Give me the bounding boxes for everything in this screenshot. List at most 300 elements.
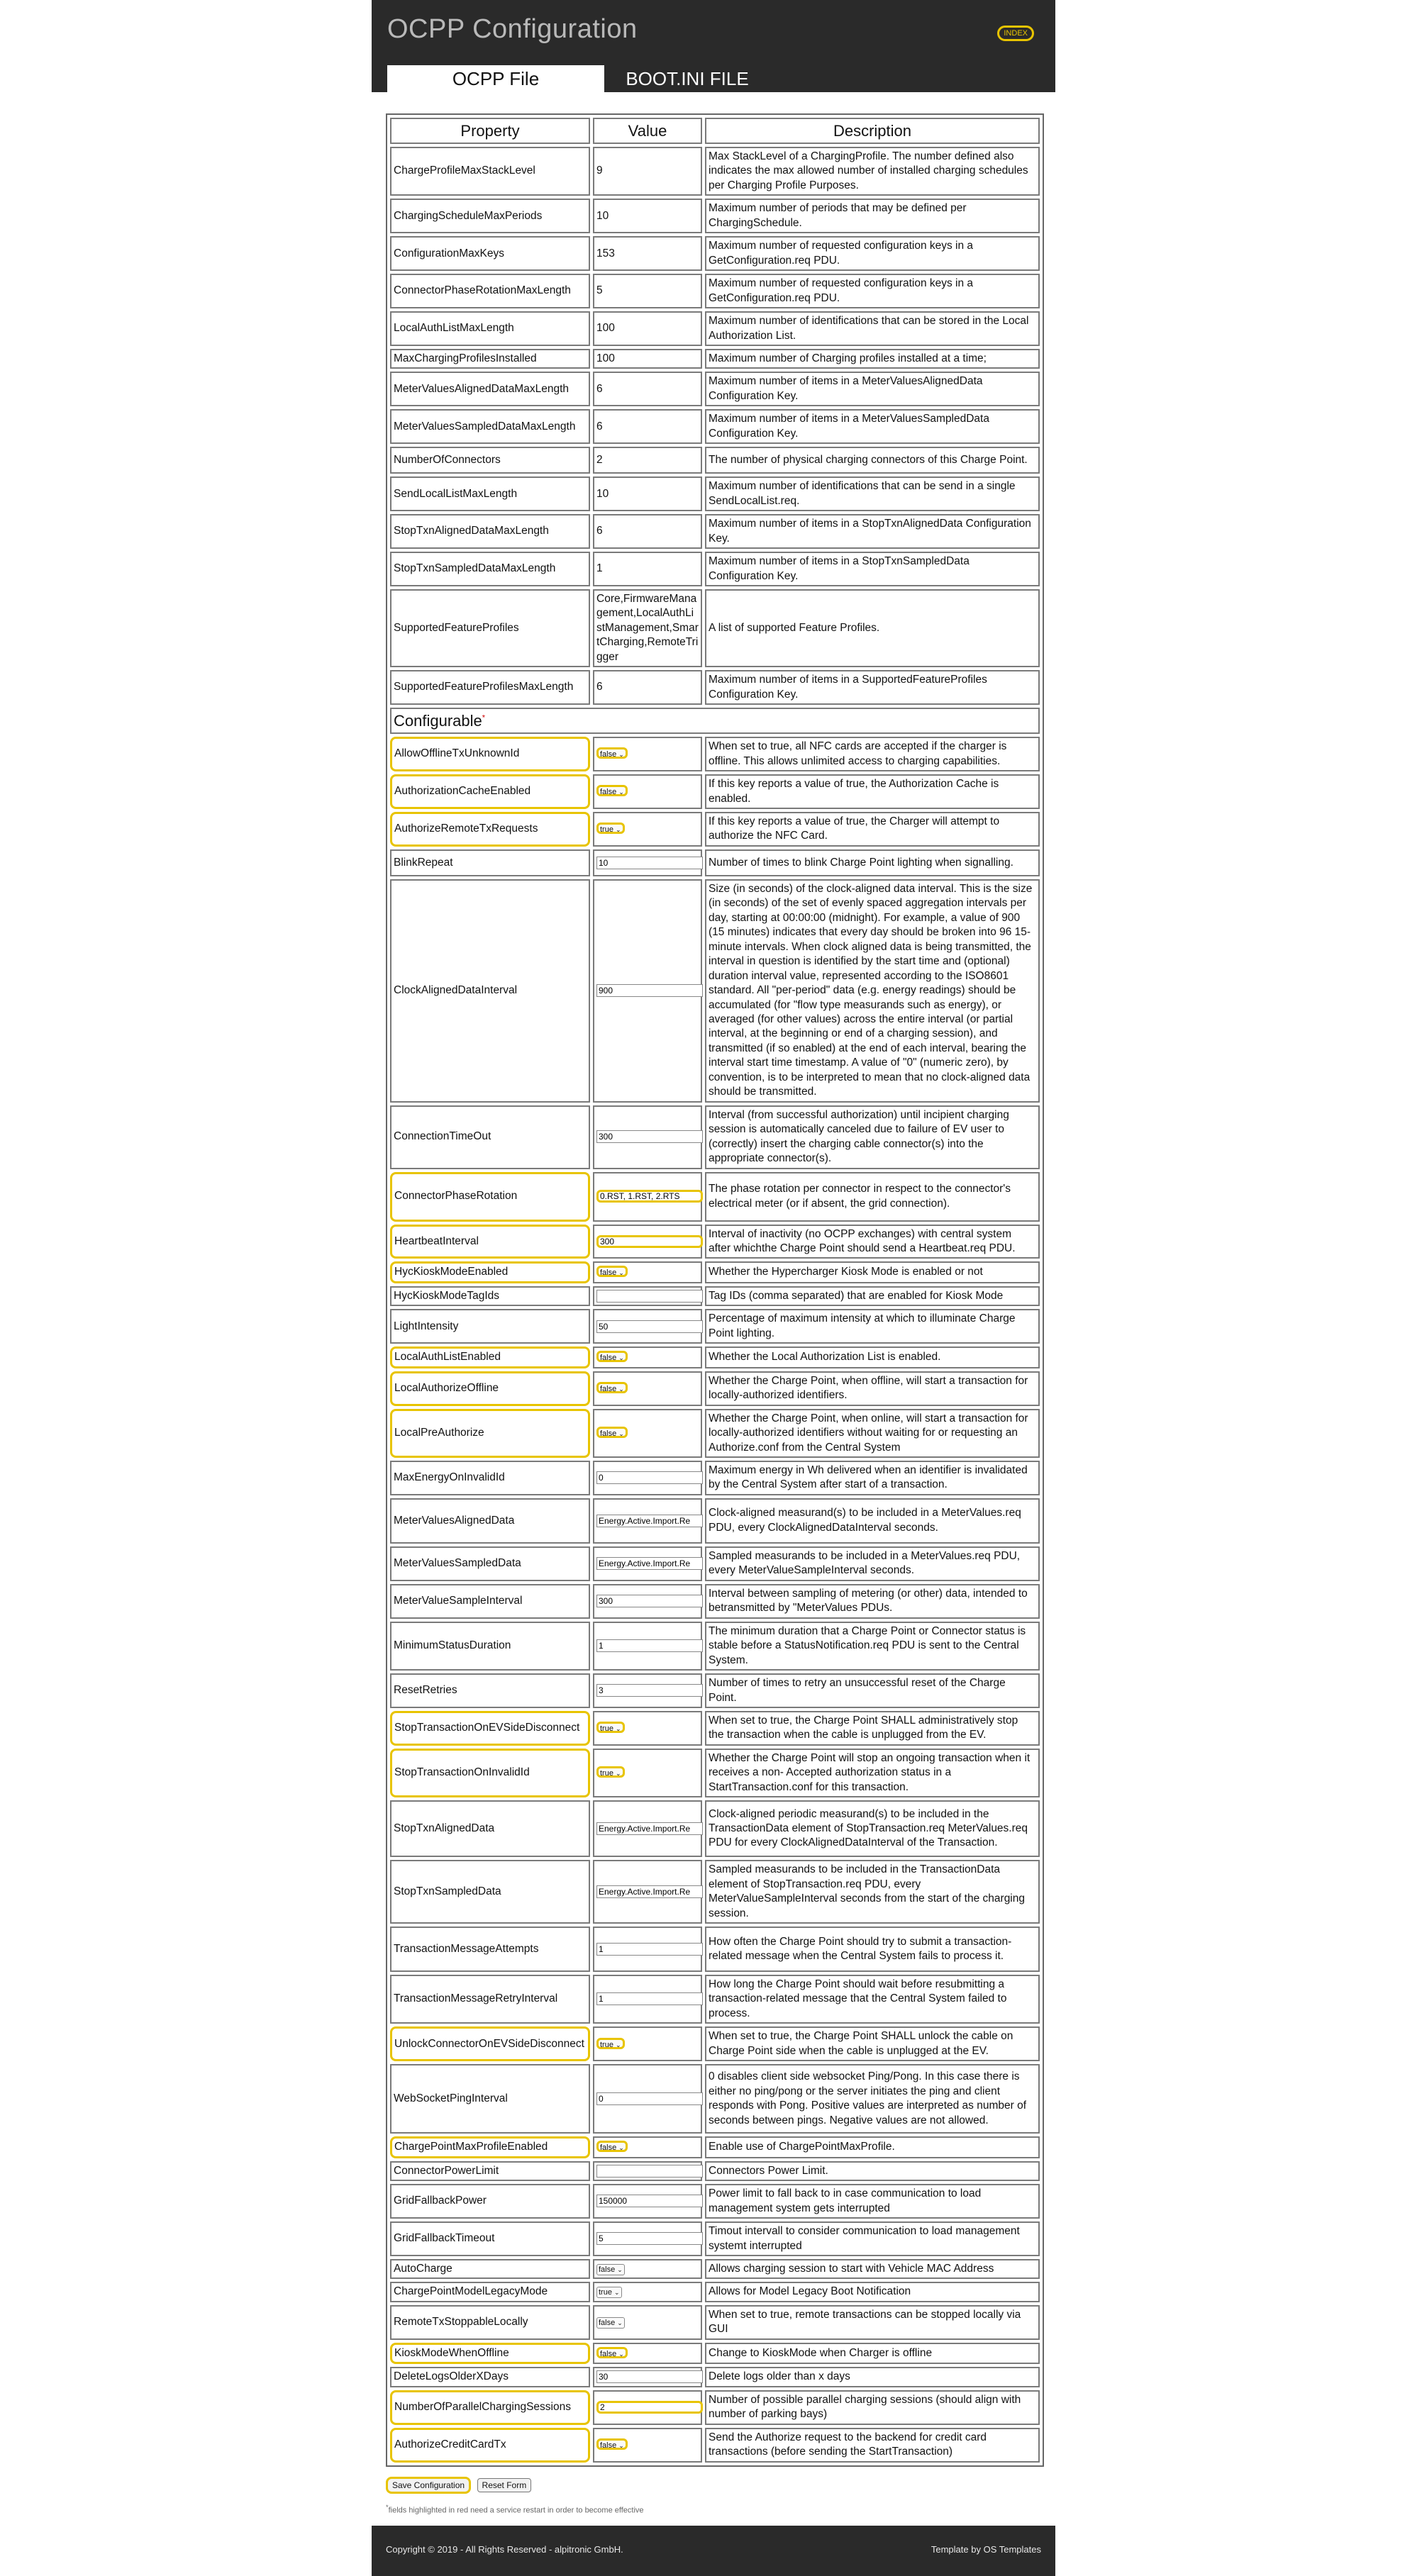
property-value-cell bbox=[593, 1371, 702, 1406]
property-value-cell bbox=[593, 2343, 702, 2364]
value-input[interactable] bbox=[596, 1515, 703, 1527]
table-row bbox=[390, 1105, 1040, 1169]
property-name: GridFallbackTimeout bbox=[390, 2221, 590, 2256]
copyright-text: Copyright © 2019 - All Rights Reserved - alpitronic GmbH. bbox=[386, 2544, 623, 2555]
chevron-down-icon: ⌄ bbox=[618, 1269, 624, 1277]
property-description: Enable use of ChargePointMaxProfile. bbox=[705, 2136, 1040, 2158]
table-row bbox=[390, 476, 1040, 511]
value-input[interactable] bbox=[596, 2232, 703, 2245]
configurable-section-heading bbox=[390, 708, 1040, 734]
property-value-cell bbox=[593, 2184, 702, 2219]
chevron-down-icon: ⌄ bbox=[618, 2441, 624, 2449]
value-select[interactable] bbox=[596, 2038, 625, 2049]
chevron-down-icon: ⌄ bbox=[615, 2041, 621, 2048]
table-row bbox=[390, 1584, 1040, 1619]
footnote-mark: * bbox=[386, 2504, 389, 2511]
value-input[interactable] bbox=[596, 1639, 703, 1652]
property-description: Number of times to blink Charge Point lighting when signalling. bbox=[705, 849, 1040, 876]
table-row bbox=[390, 670, 1040, 705]
value-input[interactable] bbox=[596, 1557, 703, 1570]
property-value-cell bbox=[593, 1711, 702, 1746]
chevron-down-icon: ⌄ bbox=[618, 788, 624, 796]
property-name: StopTxnSampledDataMaxLength bbox=[390, 552, 590, 586]
property-description: How long the Charge Point should wait before resubmitting a transaction-related message that the Central System failed to process. bbox=[705, 1975, 1040, 2024]
property-value-cell bbox=[593, 2259, 702, 2279]
value-select[interactable] bbox=[596, 1427, 628, 1438]
property-description: Maximum number of items in a MeterValuesSampledData Configuration Key. bbox=[705, 409, 1040, 444]
property-name: MeterValueSampleInterval bbox=[390, 1584, 590, 1619]
value-input[interactable] bbox=[596, 2370, 703, 2383]
property-value: 2 bbox=[593, 447, 702, 474]
footer bbox=[372, 2526, 1055, 2576]
table-row bbox=[390, 2259, 1040, 2279]
select-value: false bbox=[600, 1384, 617, 1393]
property-description: Allows for Model Legacy Boot Notification bbox=[705, 2282, 1040, 2302]
table-row bbox=[390, 589, 1040, 667]
value-input[interactable] bbox=[596, 1290, 703, 1303]
property-name: SupportedFeatureProfiles bbox=[390, 589, 590, 667]
value-select[interactable] bbox=[596, 823, 625, 834]
value-input[interactable] bbox=[596, 1235, 703, 1248]
property-description: Whether the Charge Point will stop an ongoing transaction when it receives a non- Accepted authorization status in a StartTransaction.conf for this transaction. bbox=[705, 1749, 1040, 1797]
property-name: ChargeProfileMaxStackLevel bbox=[390, 147, 590, 196]
property-description: Number of times to retry an unsuccessful reset of the Charge Point. bbox=[705, 1673, 1040, 1708]
chevron-down-icon: ⌄ bbox=[617, 2266, 623, 2274]
property-value-cell bbox=[593, 2064, 702, 2134]
property-value-cell bbox=[593, 812, 702, 847]
table-row bbox=[390, 147, 1040, 196]
value-select[interactable] bbox=[596, 1266, 628, 1277]
chevron-down-icon: ⌄ bbox=[615, 826, 621, 834]
table-row bbox=[390, 1172, 1040, 1222]
property-value-cell bbox=[593, 2390, 702, 2425]
footnote-text: fields highlighted in red need a service restart in order to become effective bbox=[388, 2506, 644, 2515]
column-header-property: Property bbox=[390, 118, 590, 144]
property-description: Maximum number of items in a StopTxnAlignedData Configuration Key. bbox=[705, 514, 1040, 549]
chevron-down-icon: ⌄ bbox=[618, 2144, 624, 2152]
section-label: Configurable bbox=[394, 712, 482, 730]
property-value-cell bbox=[593, 1498, 702, 1544]
value-input[interactable] bbox=[596, 1822, 703, 1835]
property-description: Whether the Hypercharger Kiosk Mode is enabled or not bbox=[705, 1261, 1040, 1283]
value-input[interactable] bbox=[596, 1130, 703, 1143]
property-name: ChargePointMaxProfileEnabled bbox=[390, 2136, 590, 2158]
property-name: AutoCharge bbox=[390, 2259, 590, 2279]
property-name: KioskModeWhenOffline bbox=[390, 2343, 590, 2364]
property-value-cell bbox=[593, 774, 702, 809]
table-row bbox=[390, 236, 1040, 271]
table-row bbox=[390, 2221, 1040, 2256]
value-select[interactable] bbox=[596, 2438, 628, 2450]
property-name: ConnectionTimeOut bbox=[390, 1105, 590, 1169]
value-select[interactable] bbox=[596, 2317, 625, 2329]
property-description: Interval of inactivity (no OCPP exchanges) with central system after whichthe Charge Point should send a Heartbeat.req PDU. bbox=[705, 1225, 1040, 1259]
value-input[interactable] bbox=[596, 1471, 703, 1484]
value-select[interactable] bbox=[596, 1766, 625, 1778]
value-input[interactable] bbox=[596, 857, 703, 869]
property-name: StopTransactionOnEVSideDisconnect bbox=[390, 1711, 590, 1746]
tab-boot-ini-file[interactable]: BOOT.INI FILE bbox=[626, 67, 749, 89]
property-name: LocalAuthListEnabled bbox=[390, 1346, 590, 1368]
property-value-cell bbox=[593, 1225, 702, 1259]
property-name: LightIntensity bbox=[390, 1309, 590, 1344]
property-name: HycKioskModeTagIds bbox=[390, 1286, 590, 1306]
tab-ocpp-file[interactable]: OCPP File bbox=[387, 65, 604, 92]
property-value-cell bbox=[593, 2221, 702, 2256]
section-mark: * bbox=[482, 713, 486, 723]
property-name: AllowOfflineTxUnknownId bbox=[390, 737, 590, 771]
property-description: Interval between sampling of metering (or other) data, intended to betransmitted by "MeterValues PDUs. bbox=[705, 1584, 1040, 1619]
property-value: 6 bbox=[593, 670, 702, 705]
property-description: Sampled measurands to be included in the TransactionData element of StopTransaction.req PDU, every MeterValueSampleInterval seconds from the start of the charging session. bbox=[705, 1860, 1040, 1924]
property-value: 10 bbox=[593, 476, 702, 511]
property-value-cell bbox=[593, 1673, 702, 1708]
property-name: MaxChargingProfilesInstalled bbox=[390, 349, 590, 369]
property-description: If this key reports a value of true, the Authorization Cache is enabled. bbox=[705, 774, 1040, 809]
table-row bbox=[390, 812, 1040, 847]
property-value-cell bbox=[593, 1546, 702, 1581]
property-description: The number of physical charging connectors of this Charge Point. bbox=[705, 447, 1040, 474]
chevron-down-icon: ⌄ bbox=[613, 2289, 620, 2297]
chevron-down-icon: ⌄ bbox=[615, 1770, 621, 1778]
property-name: StopTxnAlignedDataMaxLength bbox=[390, 514, 590, 549]
property-name: MinimumStatusDuration bbox=[390, 1622, 590, 1671]
property-description: Allows charging session to start with Vehicle MAC Address bbox=[705, 2259, 1040, 2279]
table-row bbox=[390, 1409, 1040, 1458]
property-value-cell bbox=[593, 1860, 702, 1924]
chevron-down-icon: ⌄ bbox=[618, 1354, 624, 1362]
select-value: false bbox=[599, 2319, 616, 2328]
property-name: ConnectorPhaseRotation bbox=[390, 1172, 590, 1222]
property-name: UnlockConnectorOnEVSideDisconnect bbox=[390, 2026, 590, 2061]
table-row bbox=[390, 1346, 1040, 1368]
property-name: SendLocalListMaxLength bbox=[390, 476, 590, 511]
property-value-cell bbox=[593, 2026, 702, 2061]
save-configuration-button[interactable]: Save Configuration bbox=[386, 2477, 471, 2494]
table-row bbox=[390, 1927, 1040, 1972]
property-value-cell bbox=[593, 2136, 702, 2158]
table-row bbox=[390, 774, 1040, 809]
property-value: 6 bbox=[593, 409, 702, 444]
table-row bbox=[390, 1546, 1040, 1581]
table-row bbox=[390, 1261, 1040, 1283]
property-value-cell bbox=[593, 1584, 702, 1619]
template-credit[interactable]: Template by OS Templates bbox=[931, 2544, 1041, 2555]
chevron-down-icon: ⌄ bbox=[618, 1385, 624, 1393]
property-name: MeterValuesSampledData bbox=[390, 1546, 590, 1581]
table-row bbox=[390, 2161, 1040, 2181]
property-value: 9 bbox=[593, 147, 702, 196]
reset-form-button[interactable]: Reset Form bbox=[477, 2478, 532, 2492]
property-name: MaxEnergyOnInvalidId bbox=[390, 1461, 590, 1495]
value-input[interactable] bbox=[596, 2195, 703, 2207]
property-description: Whether the Local Authorization List is enabled. bbox=[705, 1346, 1040, 1368]
property-value: 5 bbox=[593, 274, 702, 308]
select-value: false bbox=[599, 2265, 616, 2275]
property-name: StopTxnSampledData bbox=[390, 1860, 590, 1924]
select-value: true bbox=[600, 1769, 613, 1778]
select-value: false bbox=[600, 2143, 617, 2153]
table-row bbox=[390, 447, 1040, 474]
table-header-row bbox=[390, 118, 1040, 144]
select-value: true bbox=[600, 825, 613, 835]
value-select[interactable] bbox=[596, 2347, 628, 2358]
table-row bbox=[390, 514, 1040, 549]
value-select[interactable] bbox=[596, 2141, 628, 2152]
table-row bbox=[390, 552, 1040, 586]
value-select[interactable] bbox=[596, 2264, 625, 2275]
property-name: ResetRetries bbox=[390, 1673, 590, 1708]
property-name: MeterValuesAlignedData bbox=[390, 1498, 590, 1544]
header bbox=[372, 0, 1055, 92]
table-row bbox=[390, 349, 1040, 369]
property-description: Maximum number of Charging profiles installed at a time; bbox=[705, 349, 1040, 369]
table-row bbox=[390, 1673, 1040, 1708]
property-description: The minimum duration that a Charge Point or Connector status is stable before a StatusNotification.req PDU is sent to the Central System. bbox=[705, 1622, 1040, 1671]
property-description: When set to true, all NFC cards are accepted if the charger is offline. This allows unlimited access to charging capabilities. bbox=[705, 737, 1040, 771]
table-row bbox=[390, 2184, 1040, 2219]
select-value: false bbox=[600, 1354, 617, 1363]
restart-footnote bbox=[386, 2504, 644, 2515]
table-row bbox=[390, 2136, 1040, 2158]
property-value: 153 bbox=[593, 236, 702, 271]
configurable-section-row bbox=[390, 708, 1040, 734]
select-value: false bbox=[600, 1429, 617, 1439]
property-value-cell bbox=[593, 1622, 702, 1671]
form-buttons bbox=[386, 2477, 534, 2494]
table-row bbox=[390, 2367, 1040, 2387]
select-value: true bbox=[599, 2288, 612, 2297]
table-row bbox=[390, 1800, 1040, 1857]
property-value-cell bbox=[593, 737, 702, 771]
table-row bbox=[390, 409, 1040, 444]
property-description: Maximum number of items in a StopTxnSampledData Configuration Key. bbox=[705, 552, 1040, 586]
property-name: MeterValuesAlignedDataMaxLength bbox=[390, 372, 590, 406]
value-input[interactable] bbox=[596, 1190, 703, 1203]
chevron-down-icon: ⌄ bbox=[618, 2350, 624, 2358]
property-description: Tag IDs (comma separated) that are enabled for Kiosk Mode bbox=[705, 1286, 1040, 1306]
property-description: Maximum number of identifications that can be send in a single SendLocalList.req. bbox=[705, 476, 1040, 511]
property-value-cell bbox=[593, 1105, 702, 1169]
property-name: AuthorizeRemoteTxRequests bbox=[390, 812, 590, 847]
table-row bbox=[390, 372, 1040, 406]
table-row bbox=[390, 1309, 1040, 1344]
table-row bbox=[390, 199, 1040, 233]
property-value-cell bbox=[593, 1409, 702, 1458]
value-select[interactable] bbox=[596, 1382, 628, 1393]
value-input[interactable] bbox=[596, 1320, 703, 1333]
property-name: HycKioskModeEnabled bbox=[390, 1261, 590, 1283]
property-value-cell bbox=[593, 2305, 702, 2340]
chevron-down-icon: ⌄ bbox=[618, 751, 624, 759]
property-value-cell bbox=[593, 1172, 702, 1222]
chevron-down-icon: ⌄ bbox=[617, 2319, 623, 2327]
value-input[interactable] bbox=[596, 984, 703, 997]
value-select[interactable] bbox=[596, 747, 628, 759]
table-row bbox=[390, 2390, 1040, 2425]
table-row bbox=[390, 2428, 1040, 2463]
property-description: Percentage of maximum intensity at which to illuminate Charge Point lighting. bbox=[705, 1309, 1040, 1344]
table-row bbox=[390, 2305, 1040, 2340]
property-value-cell bbox=[593, 1800, 702, 1857]
value-select[interactable] bbox=[596, 2287, 622, 2298]
property-description: Clock-aligned periodic measurand(s) to be included in the TransactionData element of StopTransaction.req MeterValues.req PDU for every ClockAlignedDataInterval of the Transaction. bbox=[705, 1800, 1040, 1857]
property-name: LocalAuthListMaxLength bbox=[390, 311, 590, 346]
property-value: 100 bbox=[593, 311, 702, 346]
select-value: false bbox=[600, 2441, 617, 2450]
property-name: NumberOfParallelChargingSessions bbox=[390, 2390, 590, 2425]
property-description: When set to true, the Charge Point SHALL administratively stop the transaction when the cable is unplugged from the EV. bbox=[705, 1711, 1040, 1746]
property-value: 1 bbox=[593, 552, 702, 586]
property-value-cell bbox=[593, 2161, 702, 2181]
configuration-table bbox=[386, 113, 1044, 2467]
property-description: A list of supported Feature Profiles. bbox=[705, 589, 1040, 667]
table-row bbox=[390, 737, 1040, 771]
table-row bbox=[390, 311, 1040, 346]
select-value: false bbox=[600, 2349, 617, 2358]
value-input[interactable] bbox=[596, 1943, 703, 1956]
property-name: LocalPreAuthorize bbox=[390, 1409, 590, 1458]
property-description: Delete logs older than x days bbox=[705, 2367, 1040, 2387]
property-description: Maximum number of identifications that can be stored in the Local Authorization List. bbox=[705, 311, 1040, 346]
value-select[interactable] bbox=[596, 1351, 628, 1362]
property-value-cell bbox=[593, 879, 702, 1103]
property-name: ConnectorPowerLimit bbox=[390, 2161, 590, 2181]
property-description: Connectors Power Limit. bbox=[705, 2161, 1040, 2181]
property-name: ConfigurationMaxKeys bbox=[390, 236, 590, 271]
property-description: Clock-aligned measurand(s) to be included in a MeterValues.req PDU, every ClockAlignedDataInterval seconds. bbox=[705, 1498, 1040, 1544]
property-description: Number of possible parallel charging sessions (should align with number of parking bays) bbox=[705, 2390, 1040, 2425]
property-description: Maximum number of items in a SupportedFeatureProfiles Configuration Key. bbox=[705, 670, 1040, 705]
property-name: AuthorizeCreditCardTx bbox=[390, 2428, 590, 2463]
property-description: Maximum number of requested configuration keys in a GetConfiguration.req PDU. bbox=[705, 236, 1040, 271]
property-name: TransactionMessageRetryInterval bbox=[390, 1975, 590, 2024]
property-value: 10 bbox=[593, 199, 702, 233]
property-description: Timout intervall to consider communication to load management systemt interrupted bbox=[705, 2221, 1040, 2256]
select-value: false bbox=[600, 750, 617, 759]
property-name: AuthorizationCacheEnabled bbox=[390, 774, 590, 809]
property-description: Sampled measurands to be included in a MeterValues.req PDU, every MeterValueSampleInterval seconds. bbox=[705, 1546, 1040, 1581]
property-name: NumberOfConnectors bbox=[390, 447, 590, 474]
property-name: SupportedFeatureProfilesMaxLength bbox=[390, 670, 590, 705]
table-row bbox=[390, 1461, 1040, 1495]
value-input[interactable] bbox=[596, 1992, 703, 2005]
table-row bbox=[390, 2064, 1040, 2134]
select-value: false bbox=[600, 788, 617, 797]
property-value-cell bbox=[593, 2367, 702, 2387]
property-value-cell bbox=[593, 1927, 702, 1972]
table-row bbox=[390, 1975, 1040, 2024]
property-name: GridFallbackPower bbox=[390, 2184, 590, 2219]
value-input[interactable] bbox=[596, 1595, 703, 1607]
property-name: DeleteLogsOlderXDays bbox=[390, 2367, 590, 2387]
property-name: ChargePointModelLegacyMode bbox=[390, 2282, 590, 2302]
property-description: Maximum number of requested configuration keys in a GetConfiguration.req PDU. bbox=[705, 274, 1040, 308]
property-name: ClockAlignedDataInterval bbox=[390, 879, 590, 1103]
property-name: TransactionMessageAttempts bbox=[390, 1927, 590, 1972]
property-description: Power limit to fall back to in case communication to load management system gets interrupted bbox=[705, 2184, 1040, 2219]
property-name: ChargingScheduleMaxPeriods bbox=[390, 199, 590, 233]
table-row bbox=[390, 1622, 1040, 1671]
value-input[interactable] bbox=[596, 2092, 703, 2105]
table-row bbox=[390, 2282, 1040, 2302]
app-title: OCPP Configuration bbox=[387, 14, 638, 44]
property-value-cell bbox=[593, 1975, 702, 2024]
property-description: When set to true, the Charge Point SHALL unlock the cable on Charge Point side when the cable is unplugged at the EV. bbox=[705, 2026, 1040, 2061]
table-row bbox=[390, 879, 1040, 1103]
table-row bbox=[390, 849, 1040, 876]
property-name: ConnectorPhaseRotationMaxLength bbox=[390, 274, 590, 308]
property-description: The phase rotation per connector in respect to the connector's electrical meter (or if absent, the grid connection). bbox=[705, 1172, 1040, 1222]
table-row bbox=[390, 1860, 1040, 1924]
property-name: StopTransactionOnInvalidId bbox=[390, 1749, 590, 1797]
property-description: Whether the Charge Point, when online, will start a transaction for locally-authorized identifiers without waiting for or requesting an Authorize.conf from the Central System bbox=[705, 1409, 1040, 1458]
property-description: Max StackLevel of a ChargingProfile. The number defined also indicates the max allowed number of installed charging schedules per Charging Profile Purposes. bbox=[705, 147, 1040, 196]
property-name: MeterValuesSampledDataMaxLength bbox=[390, 409, 590, 444]
value-select[interactable] bbox=[596, 785, 628, 796]
property-description: Maximum energy in Wh delivered when an identifier is invalidated by the Central System after start of a transaction. bbox=[705, 1461, 1040, 1495]
table-row bbox=[390, 1225, 1040, 1259]
value-input[interactable] bbox=[596, 2401, 703, 2414]
property-value-cell bbox=[593, 2428, 702, 2463]
property-value: 100 bbox=[593, 349, 702, 369]
value-input[interactable] bbox=[596, 2165, 703, 2178]
property-name: BlinkRepeat bbox=[390, 849, 590, 876]
index-badge[interactable]: INDEX bbox=[997, 26, 1034, 41]
property-name: RemoteTxStoppableLocally bbox=[390, 2305, 590, 2340]
value-input[interactable] bbox=[596, 1885, 703, 1898]
select-value: true bbox=[600, 2040, 613, 2049]
table-row bbox=[390, 1371, 1040, 1406]
column-header-description: Description bbox=[705, 118, 1040, 144]
property-name: WebSocketPingInterval bbox=[390, 2064, 590, 2134]
property-value-cell bbox=[593, 1309, 702, 1344]
property-description: Maximum number of periods that may be defined per ChargingSchedule. bbox=[705, 199, 1040, 233]
property-description: Change to KioskMode when Charger is offline bbox=[705, 2343, 1040, 2364]
property-value-cell bbox=[593, 1749, 702, 1797]
table-row bbox=[390, 2026, 1040, 2061]
property-description: How often the Charge Point should try to submit a transaction-related message when the Central System fails to process it. bbox=[705, 1927, 1040, 1972]
property-value-cell bbox=[593, 1461, 702, 1495]
property-description: 0 disables client side websocket Ping/Pong. In this case there is either no ping/pong or the server initiates the ping and client responds with Pong. Positive values are interpreted as number of seconds between pings. Negative values are not allowed. bbox=[705, 2064, 1040, 2134]
property-name: HeartbeatInterval bbox=[390, 1225, 590, 1259]
table-row bbox=[390, 1711, 1040, 1746]
property-value-cell bbox=[593, 1286, 702, 1306]
property-value-cell bbox=[593, 1346, 702, 1368]
property-value: 6 bbox=[593, 372, 702, 406]
property-description: Send the Authorize request to the backend for credit card transactions (before sending the StartTransaction) bbox=[705, 2428, 1040, 2463]
column-header-value: Value bbox=[593, 118, 702, 144]
table-row bbox=[390, 2343, 1040, 2364]
property-value-cell bbox=[593, 849, 702, 876]
value-input[interactable] bbox=[596, 1684, 703, 1697]
chevron-down-icon: ⌄ bbox=[618, 1430, 624, 1438]
property-value: Core,FirmwareManagement,LocalAuthListManagement,SmartCharging,RemoteTrigger bbox=[593, 589, 702, 667]
property-description: Maximum number of items in a MeterValuesAlignedData Configuration Key. bbox=[705, 372, 1040, 406]
property-description: Whether the Charge Point, when offline, will start a transaction for locally-authorized identifiers. bbox=[705, 1371, 1040, 1406]
property-description: When set to true, remote transactions can be stopped locally via GUI bbox=[705, 2305, 1040, 2340]
table-row bbox=[390, 274, 1040, 308]
value-select[interactable] bbox=[596, 1722, 625, 1733]
page bbox=[372, 0, 1055, 2576]
property-description: Size (in seconds) of the clock-aligned data interval. This is the size (in seconds) of the set of evenly spaced aggregation intervals per day, starting at 00:00:00 (midnight). For example, a value of 900 (15 minutes) indicates that every day should be broken into 96 15-minute intervals. When clock aligned data is being transmitted, the interval in question is identified by the start time and (optional) duration interval value, represented according to the ISO8601 standard. All "per-period" data (e.g. energy readings) should be accumulated (for "flow type measurands such as energy), or averaged (for other values) across the entire interval (or partial interval, at the beginning or end of a charging session), and transmitted (if so enabled) at the end of each interval, bearing the interval start time timestamp. A value of "0" (numeric zero), by convention, is to be interpreted to mean that no clock-aligned data should be transmitted. bbox=[705, 879, 1040, 1103]
property-value-cell bbox=[593, 1261, 702, 1283]
table-row bbox=[390, 1498, 1040, 1544]
select-value: false bbox=[600, 1269, 617, 1278]
property-name: LocalAuthorizeOffline bbox=[390, 1371, 590, 1406]
property-value-cell bbox=[593, 2282, 702, 2302]
select-value: true bbox=[600, 1724, 613, 1734]
